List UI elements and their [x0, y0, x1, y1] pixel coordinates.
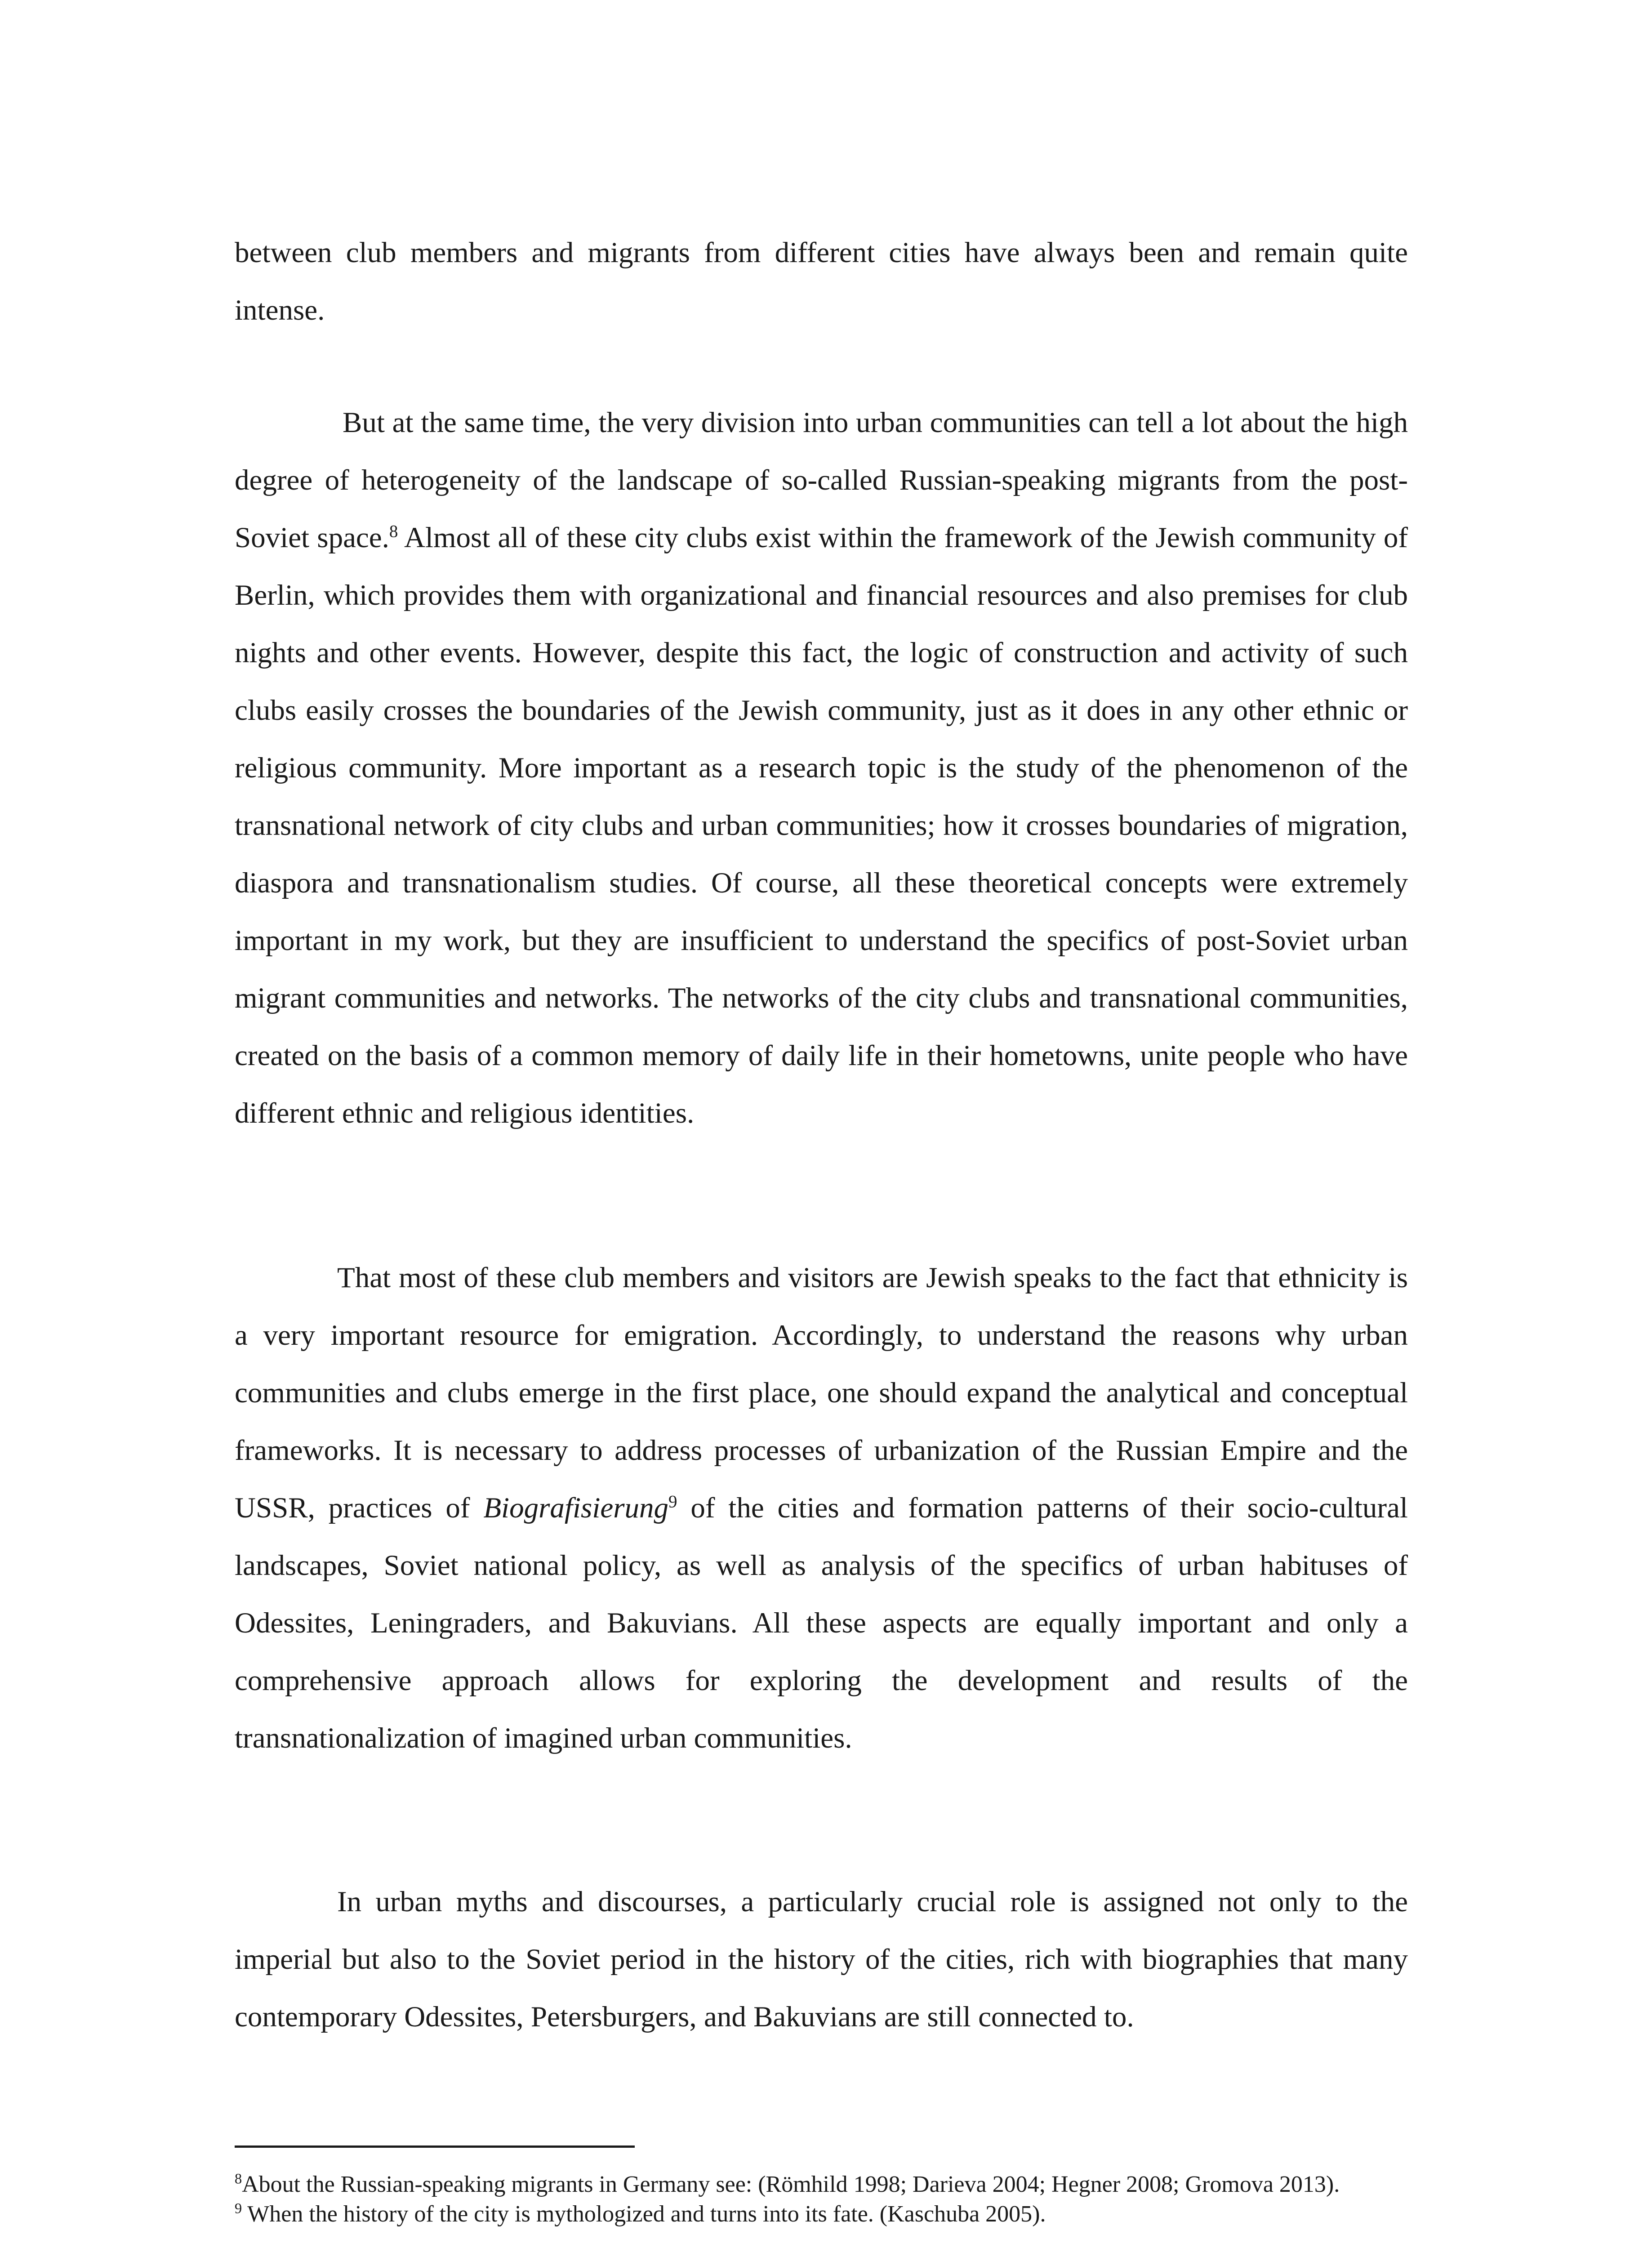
footnote-9-text: When the history of the city is mythologized and turns into its fate. (Kaschuba 2005). [242, 2201, 1046, 2227]
footnote-9 [235, 2199, 1408, 2229]
footnote-9-marker: 9 [235, 2200, 242, 2217]
paragraph-2 [235, 394, 1408, 1142]
paragraph-continuation [235, 224, 1408, 339]
paragraph-2-text [235, 394, 1408, 1142]
paragraph-3 [235, 1249, 1408, 1767]
paragraph-4-text: In urban myths and discourses, a particularly crucial role is assigned not only to the imperial but also to the Soviet period in the history of the cities, rich with biographies that many contemporary Odessites, Petersburgers, and Bakuvians are still connected to. [235, 1886, 1408, 2033]
footnote-8-marker: 8 [235, 2170, 242, 2187]
footnote-8 [235, 2170, 1408, 2199]
paragraph-3-part-2: of the cities and formation patterns of their socio-cultural landscapes, Soviet national policy, as well as analysis of the specifics of urban habituses of Odessites, Leningraders, and Bakuvians. All these aspects are equally important and only a comprehensive approach allows for exploring the development and results of the transnationalization of imagined urban communities. [235, 1492, 1408, 1754]
footnote-ref-9: 9 [668, 1492, 677, 1512]
paragraph-4 [235, 1873, 1408, 2046]
paragraph-2-part-2: Almost all of these city clubs exist within the framework of the Jewish community of Berlin, which provides them with organizational and financial resources and also premises for club nights and other events. However, despite this fact, the logic of construction and activity of such clubs easily crosses the boundaries of the Jewish community, just as it does in any other ethnic or religious community. More important as a research topic is the study of the phenomenon of the transnational network of city clubs and urban communities; how it crosses boundaries of migration, diaspora and transnationalism studies. Of course, all these theoretical concepts were extremely important in my work, but they are insufficient to understand the specifics of post-Soviet urban migrant communities and networks. The networks of the city clubs and transnational communities, created on the basis of a common memory of daily life in their hometowns, unite people who have different ethnic and religious identities. [235, 522, 1408, 1129]
paragraph-3-part-1: That most of these club members and visitors are Jewish speaks to the fact that ethnicity is a very important resource for emigration. Accordingly, to understand the reasons why urban communities and clubs emerge in the first place, one should expand the analytical and conceptual frameworks. It is necessary to address processes of urbanization of the Russian Empire and the USSR, practices of [235, 1262, 1408, 1524]
paragraph-1-text: between club members and migrants from different cities have always been and remain quite intense. [235, 236, 1408, 326]
footnote-8-text: About the Russian-speaking migrants in Germany see: (Römhild 1998; Darieva 2004; Hegner 2008; Gromova 2013). [242, 2172, 1340, 2197]
footnote-ref-8: 8 [389, 522, 398, 541]
paragraph-3-text [235, 1249, 1408, 1767]
paragraph-3-italic-term: Biografisierung [483, 1492, 669, 1524]
footnotes [235, 2170, 1408, 2229]
footnote-separator [235, 2145, 635, 2148]
paragraph-2-part-1: But at the same time, the very division into urban communities can tell a lot about the high degree of heterogeneity of the landscape of so-called Russian-speaking migrants from the post-Soviet space. [235, 406, 1408, 554]
